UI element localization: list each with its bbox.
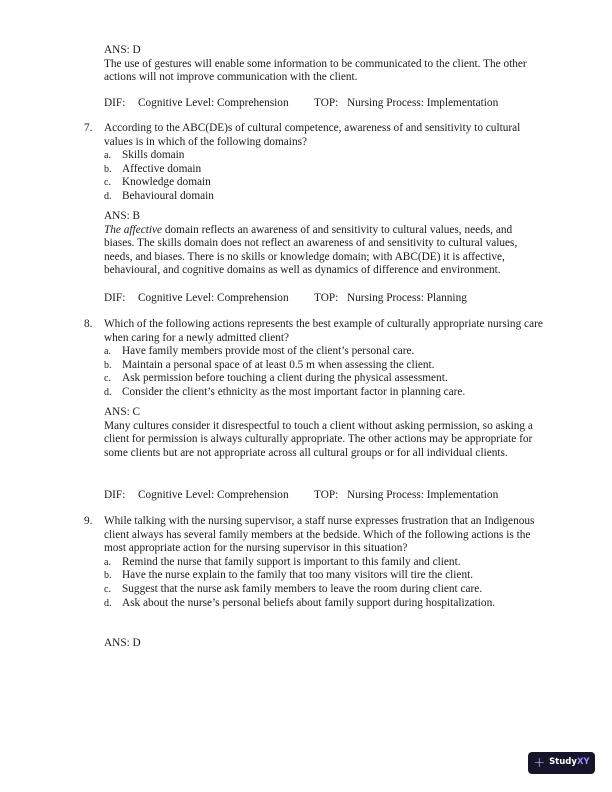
- meta-line: [104, 97, 498, 111]
- answer-rationale: The affective domain reflects an awareness of and sensitivity to cultural values, needs, and biases. The skills domain does not reflect an awareness of and sensitivity to cultural values, needs, and biases. There is no skills or knowledge domain; with ABC(DE) it is affective, behavioural, and cognitive domains as well as dynamics of difference and environment.: [104, 223, 518, 277]
- top-label: TOP:: [314, 489, 339, 501]
- question-7: [84, 122, 544, 204]
- question-9: [84, 515, 544, 610]
- prev-answer-block: [104, 44, 544, 85]
- answer-block-8: [104, 406, 544, 460]
- answer-block-9: [104, 637, 544, 651]
- option-b: b. Affective domain: [104, 162, 202, 175]
- top-value: Nursing Process: Implementation: [347, 97, 499, 109]
- question-stem: While talking with the nursing supervisor, a staff nurse expresses frustration that an Indigenous client always has several family members at the bedside. Which of the following actions is the most appropriate action for the nursing supervisor in this situation?: [104, 515, 535, 555]
- question-stem: According to the ABC(DE)s of cultural competence, awareness of and sensitivity to cultural values is in which of the following domains?: [104, 122, 521, 148]
- question-8: [84, 318, 544, 400]
- dif-label: DIF:: [104, 292, 126, 304]
- answer-label: ANS: D: [104, 44, 141, 56]
- answer-rationale: The use of gestures will enable some information to be communicated to the client. The other actions will not improve communication with the client.: [104, 57, 527, 84]
- option-a: a. Skills domain: [104, 149, 185, 162]
- dif-value: Cognitive Level: Comprehension: [138, 97, 289, 109]
- answer-label: ANS: C: [104, 406, 141, 418]
- question-number: 8.: [84, 318, 93, 330]
- dif-label: DIF:: [104, 489, 126, 501]
- question-number: 9.: [84, 515, 93, 527]
- question-stem: Which of the following actions represents the best example of culturally appropriate nursing care when caring for a newly admitted client?: [104, 318, 543, 344]
- option-a: a. Remind the nurse that family support is important to this family and client.: [104, 555, 461, 568]
- option-b: b. Have the nurse explain to the family that too many visitors will tire the client.: [104, 569, 474, 582]
- answer-block-7: [104, 210, 544, 278]
- answer-rationale: Many cultures consider it disrespectful to touch a client without asking permission, so asking a client for permission is always culturally appropriate. The other actions may be appropriate for some clients but are not appropriate across all cultural groups or for all individual clients.: [104, 419, 533, 459]
- top-value: Nursing Process: Planning: [347, 292, 467, 304]
- dif-value: Cognitive Level: Comprehension: [138, 292, 289, 304]
- plus-icon: +: [533, 755, 546, 771]
- top-label: TOP:: [314, 97, 339, 109]
- question-number: 7.: [84, 122, 93, 134]
- brand-name: StudyXY: [549, 757, 590, 768]
- dif-value: Cognitive Level: Comprehension: [138, 489, 289, 501]
- dif-label: DIF:: [104, 97, 126, 109]
- option-d: d. Ask about the nurse’s personal beliefs about family support during hospitalization.: [104, 596, 496, 609]
- answer-label: ANS: B: [104, 210, 141, 222]
- option-c: c. Suggest that the nurse ask family members to leave the room during client care.: [104, 582, 483, 595]
- meta-line: [104, 489, 498, 503]
- option-d: d. Behavioural domain: [104, 189, 214, 202]
- option-c: c. Knowledge domain: [104, 176, 211, 189]
- option-d: d. Consider the client’s ethnicity as the most important factor in planning care.: [104, 385, 466, 398]
- option-a: a. Have family members provide most of the client’s personal care.: [104, 345, 415, 358]
- answer-label: ANS: D: [104, 637, 141, 649]
- option-b: b. Maintain a personal space of at least 0.5 m when assessing the client.: [104, 358, 435, 371]
- meta-line: [104, 292, 467, 306]
- studyxy-badge[interactable]: [528, 752, 595, 774]
- option-c: c. Ask permission before touching a client during the physical assessment.: [104, 372, 448, 385]
- top-label: TOP:: [314, 292, 339, 304]
- top-value: Nursing Process: Implementation: [347, 489, 499, 501]
